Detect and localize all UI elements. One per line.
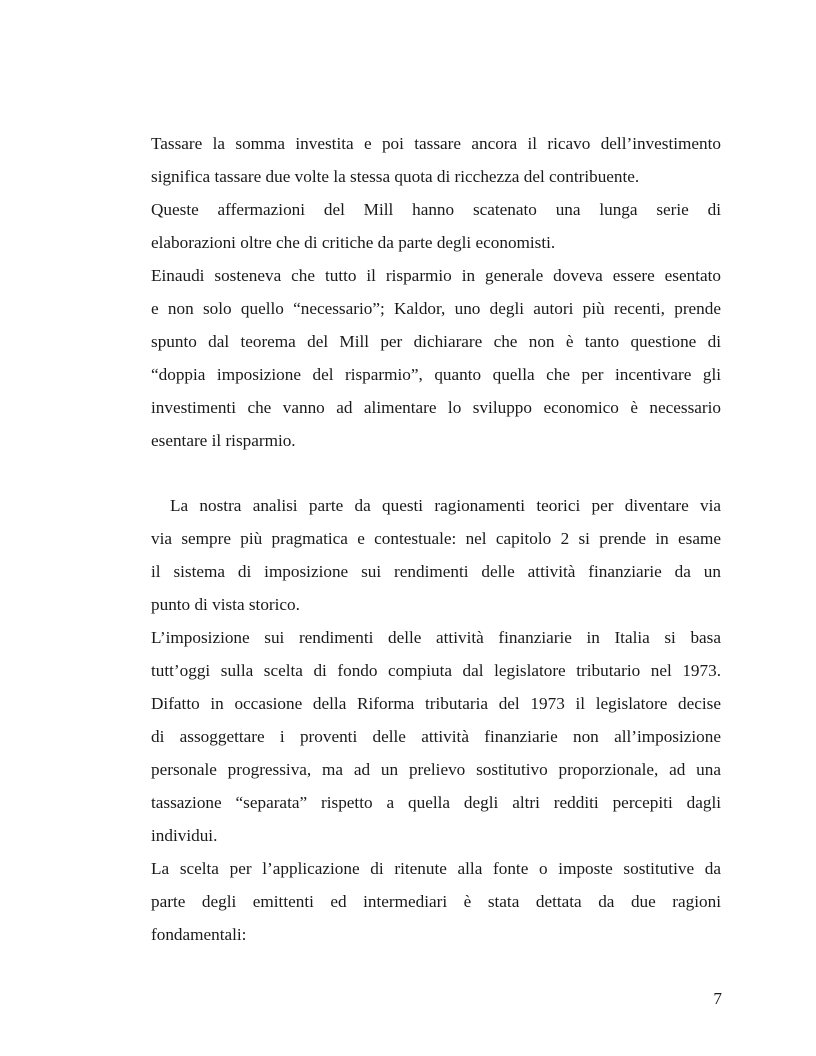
text-line: fondamentali: [151,925,247,944]
text-line: elaborazioni oltre che di critiche da parte degli economisti. [151,233,556,252]
text-line: Einaudi sosteneva che tutto il risparmio in generale doveva essere esentato [151,266,721,285]
text-line: spunto dal teorema del Mill per dichiarare che non è tanto questione di [151,332,721,351]
text-line: Difatto in occasione della Riforma tributaria del 1973 il legislatore decise [151,694,721,713]
text-line: investimenti che vanno ad alimentare lo sviluppo economico è necessario [151,398,721,417]
text-line: il sistema di imposizione sui rendimenti delle attività finanziarie da un [151,562,721,581]
text-line: tassazione “separata” rispetto a quella degli altri redditi percepiti dagli [151,793,721,812]
text-line: e non solo quello “necessario”; Kaldor, uno degli autori più recenti, prende [151,299,721,318]
text-line: tutt’oggi sulla scelta di fondo compiuta dal legislatore tributario nel 1973. [151,661,721,680]
text-line: esentare il risparmio. [151,431,296,450]
page-number: 7 [713,989,722,1008]
text-line: personale progressiva, ma ad un prelievo sostitutivo proporzionale, ad una [151,760,721,779]
text-line: La scelta per l’applicazione di ritenute alla fonte o imposte sostitutive da [151,859,721,878]
text-line: Queste affermazioni del Mill hanno scatenato una lunga serie di [151,200,721,219]
text-line: punto di vista storico. [151,595,300,614]
paragraph-block-1 [151,135,721,465]
text-line: L’imposizione sui rendimenti delle attività finanziarie in Italia si basa [151,628,721,647]
text-line: significa tassare due volte la stessa quota di ricchezza del contribuente. [151,167,640,186]
text-line: “doppia imposizione del risparmio”, quanto quella che per incentivare gli [151,365,721,384]
paragraph-block-2 [151,497,721,959]
text-line: individui. [151,826,218,845]
text-line: parte degli emittenti ed intermediari è stata dettata da due ragioni [151,892,721,911]
text-line: La nostra analisi parte da questi ragionamenti teorici per diventare via [170,496,721,515]
text-line: Tassare la somma investita e poi tassare ancora il ricavo dell’investimento [151,134,721,153]
text-line: di assoggettare i proventi delle attività finanziarie non all’imposizione [151,727,721,746]
text-line: via sempre più pragmatica e contestuale: nel capitolo 2 si prende in esame [151,529,721,548]
